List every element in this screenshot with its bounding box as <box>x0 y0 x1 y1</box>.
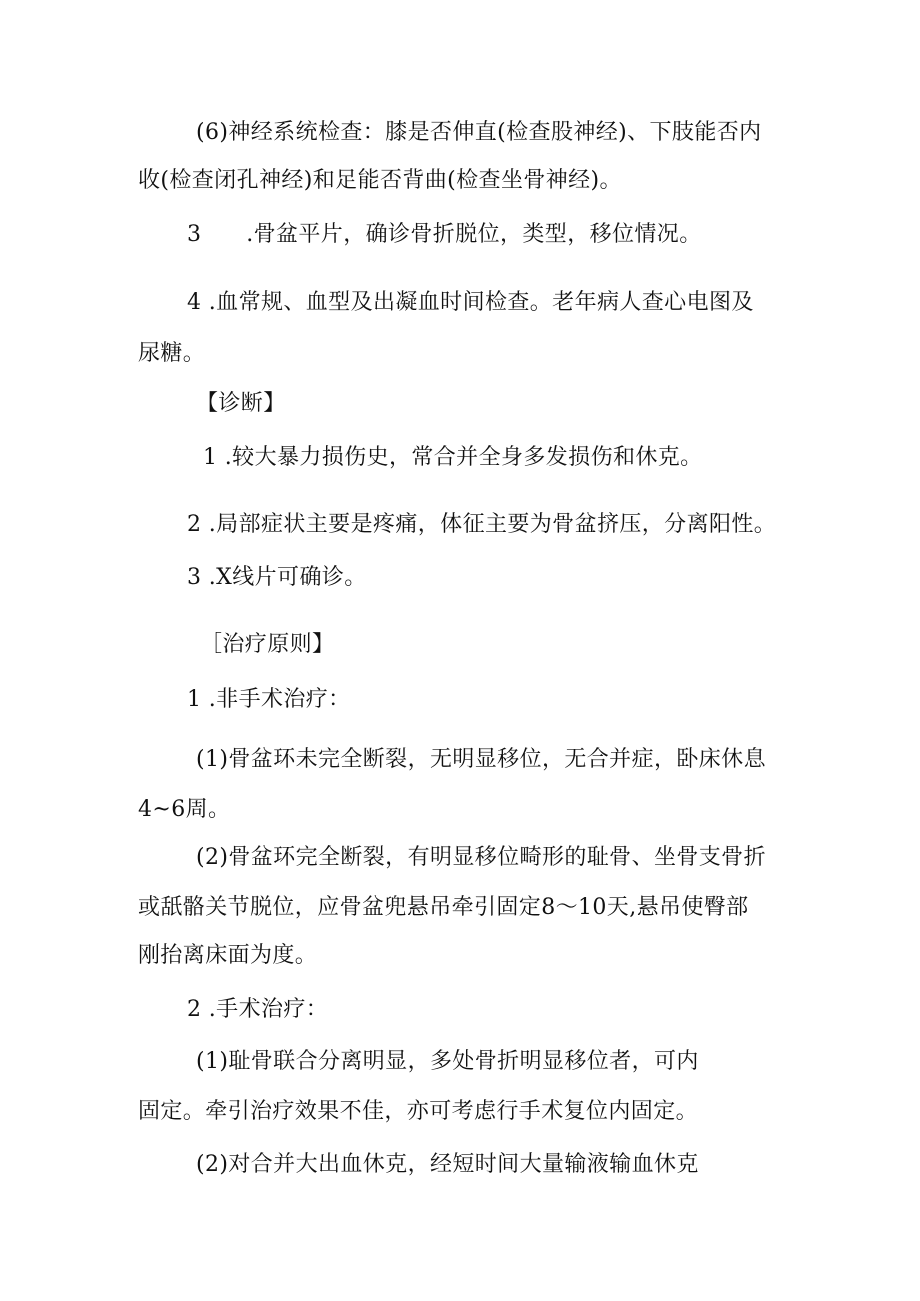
text-line-nonsurgical-2a: (2)骨盆环完全断裂，有明显移位畸形的耻骨、坐骨支骨折 <box>196 845 766 870</box>
text-line-nonsurgical-1a: (1)骨盆环未完全断裂，无明显移位，无合并症，卧床休息 <box>196 747 766 772</box>
text-line-diagnosis-2: 2 .局部症状主要是疼痛，体征主要为骨盆挤压，分离阳性。 <box>187 512 777 537</box>
text-line-nonsurgical-2b: 或舐骼关节脱位，应骨盆兜悬吊牵引固定8～10天,悬吊使臀部 <box>138 895 749 920</box>
text-line-surgical: 2 .手术治疗： <box>187 997 329 1022</box>
text-line-surgical-1a: (1)耻骨联合分离明显，多处骨折明显移位者，可内 <box>196 1049 699 1074</box>
text-line-diagnosis-1: 1 .较大暴力损伤史，常合并全身多发损伤和休克。 <box>203 445 703 470</box>
section-heading-treatment: ［治疗原则】 <box>200 632 335 657</box>
text-line-nonsurgical-2c: 刚抬离床面为度。 <box>138 943 318 968</box>
section-heading-diagnosis: 【诊断】 <box>196 391 286 416</box>
text-line-surgical-2a: (2)对合并大出血休克，经短时间大量输液输血休克 <box>196 1152 699 1177</box>
text-line-blood-test-1: 4 .血常规、血型及出凝血时间检查。老年病人查心电图及 <box>187 290 754 315</box>
text-line-pelvis-film: 3 .骨盆平片，确诊骨折脱位，类型，移位情况。 <box>187 222 702 247</box>
text-line-nonsurgical: 1 .非手术治疗： <box>187 687 351 712</box>
text-line-nerve-exam-2: 收(检查闭孔神经)和足能否背曲(检查坐骨神经)。 <box>138 168 622 193</box>
text-line-surgical-1b: 固定。牵引治疗效果不佳，亦可考虑行手术复位内固定。 <box>138 1099 699 1124</box>
text-line-nonsurgical-1b: 4~6周。 <box>138 797 231 822</box>
text-line-nerve-exam-1: (6)神经系统检查：膝是否伸直(检查股神经)、下肢能否内 <box>196 120 762 145</box>
text-line-blood-test-2: 尿糖。 <box>138 341 206 366</box>
text-line-diagnosis-3: 3 .X线片可确诊。 <box>187 565 367 590</box>
